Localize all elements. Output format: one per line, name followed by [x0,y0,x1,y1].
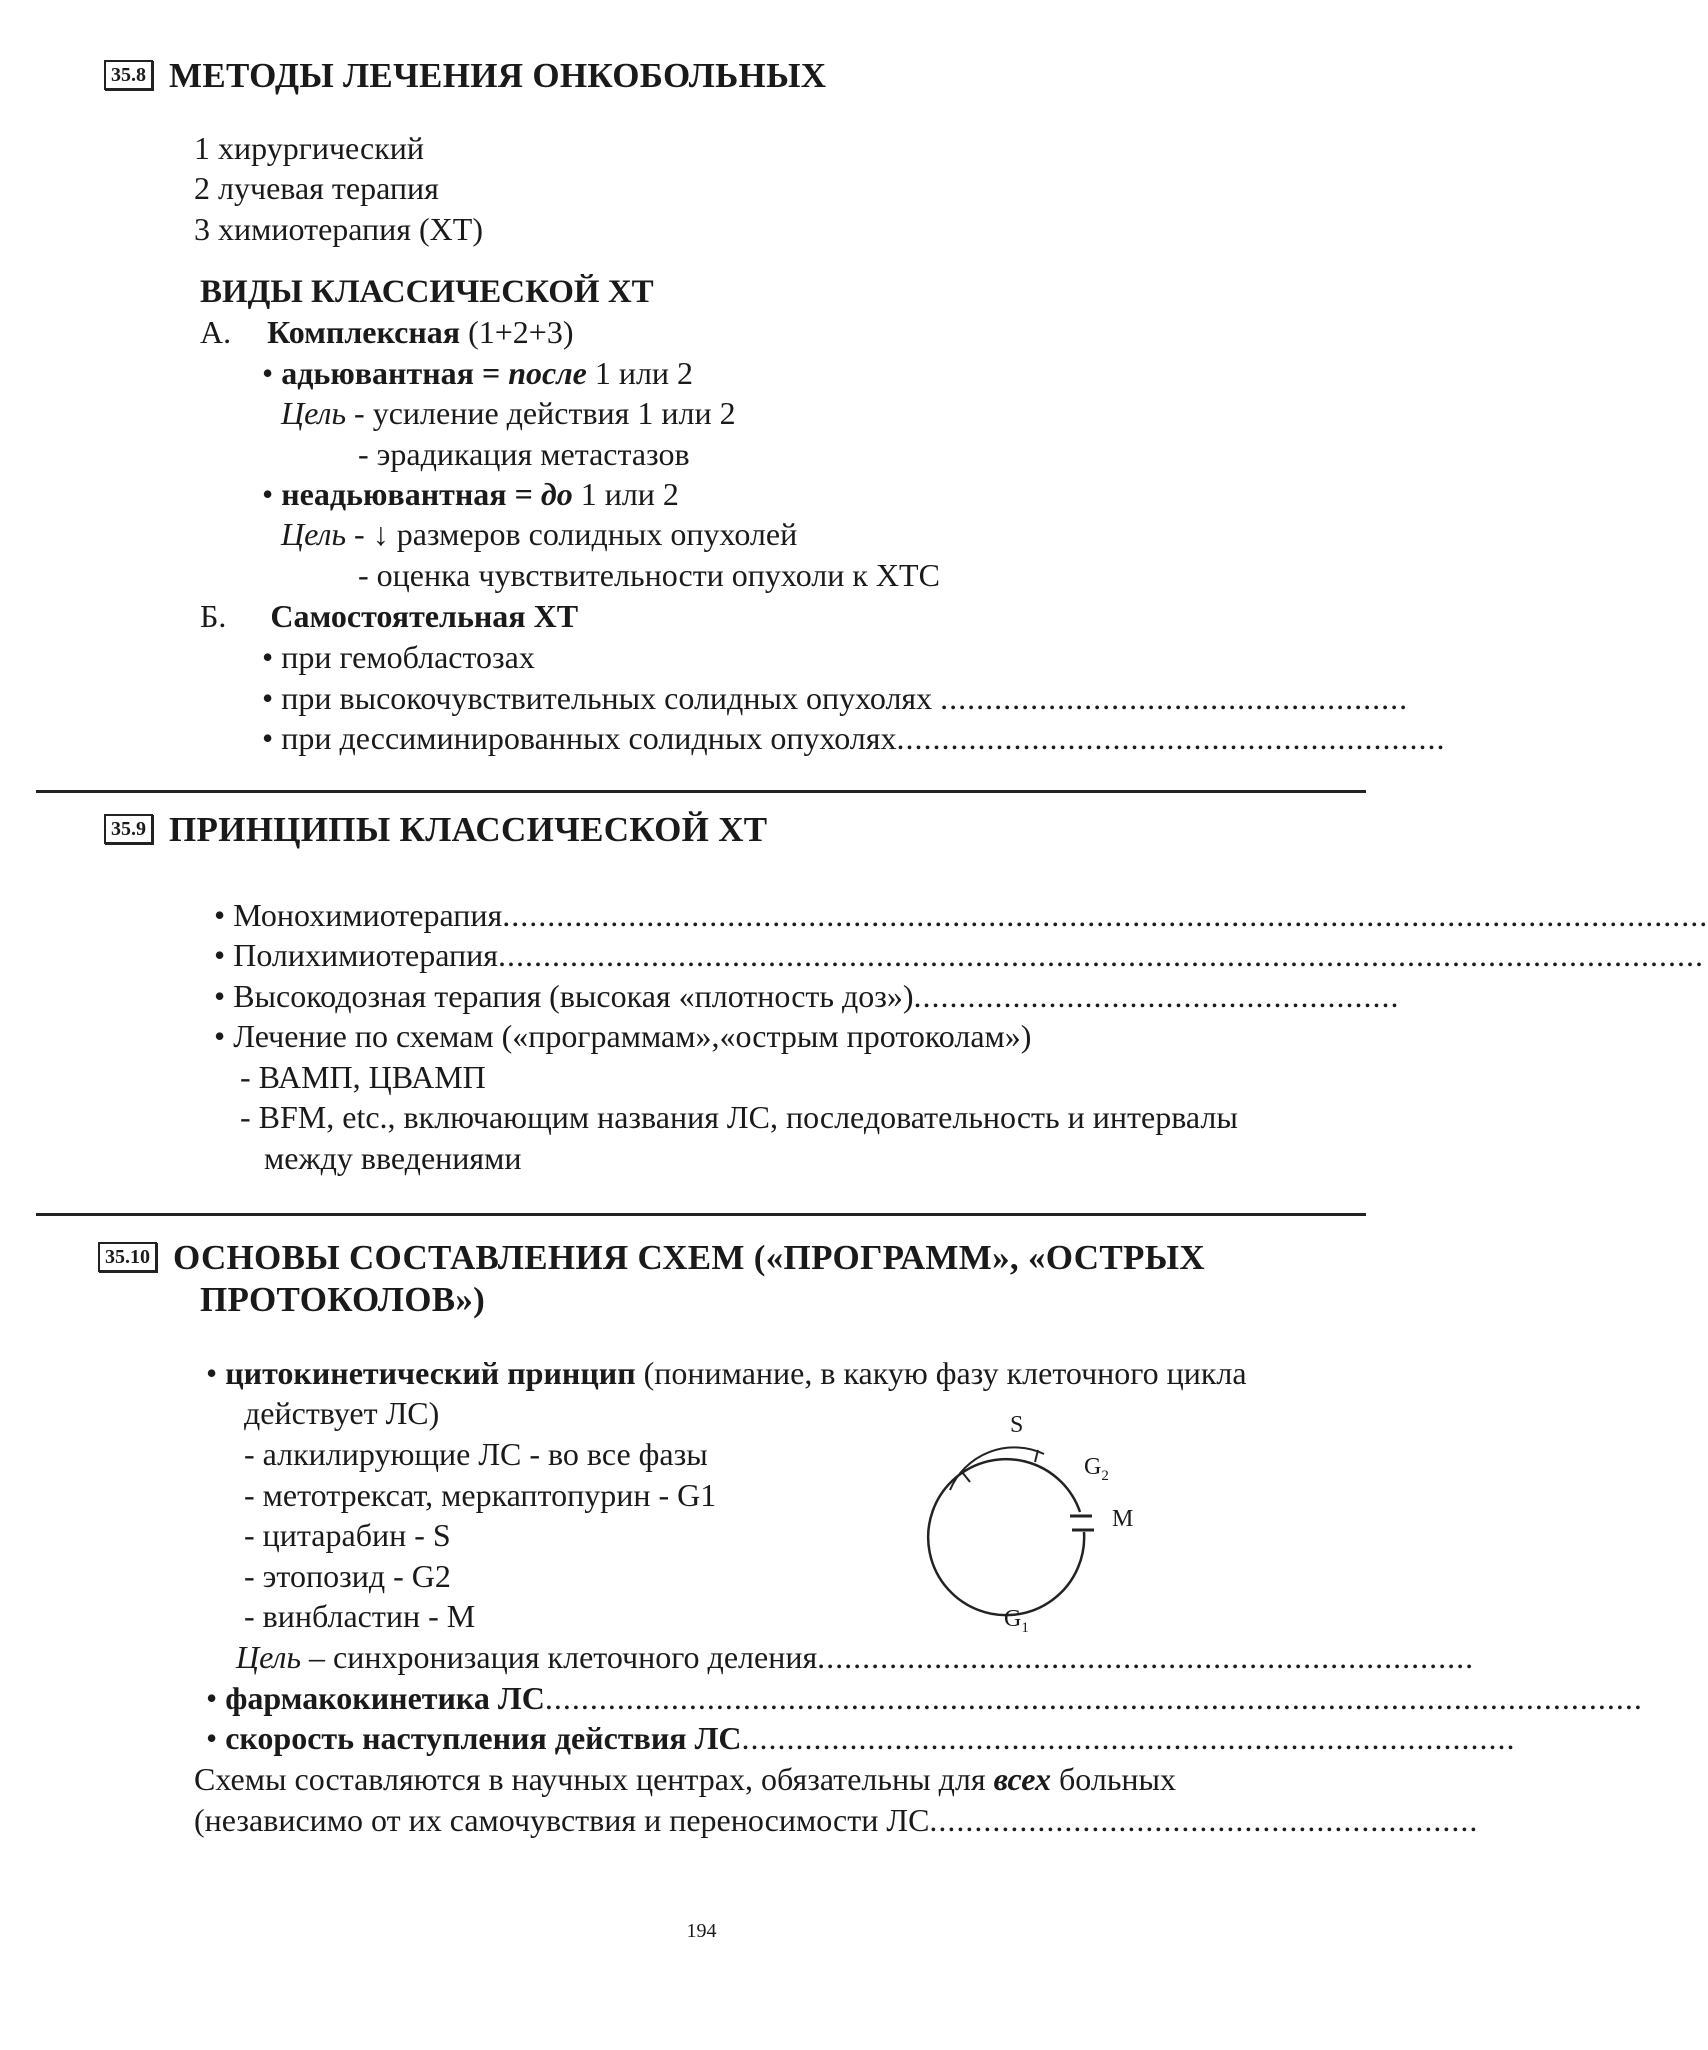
section-title-cont: ПРОТОКОЛОВ») [200,1280,486,1319]
neoadjuvant-goal [281,514,797,554]
section-title: ПРИНЦИПЫ КЛАССИЧЕСКОЙ ХТ [169,810,768,849]
cycle-arc [928,1459,1084,1615]
method-1: 1 хирургический [194,130,425,166]
pharmacokinetics-label: фармакокинетика ЛС [225,1680,545,1716]
marker: А. [200,314,232,350]
subhead-types: ВИДЫ КЛАССИЧЕСКОЙ ХТ [200,274,654,310]
standalone-item-1: • при гемобластозах [262,639,535,675]
section-35-8-header [104,54,826,98]
section-number: 35.9 [104,814,153,844]
principle-onset [206,1718,1516,1758]
adjuvant-goal-2: - эрадикация метастазов [358,436,690,472]
label-complex: Комплексная [267,314,461,350]
section-35-10-header [98,1236,1205,1280]
tick [962,1472,970,1482]
item-text: • при высокочувствительных солидных опухолях [262,680,941,716]
label-standalone: Самостоятельная ХТ [270,598,579,634]
item-text: • при дессиминированных солидных опухолях [262,720,897,756]
principle-4: • Лечение по схемам («программам»,«острым протоколам») [214,1018,1032,1054]
leader-dots: ...................................................................................................................................... [502,897,1708,933]
neoadjuvant-rest: 1 или 2 [572,476,679,512]
leader-dots: .......................................................................................................................... [544,1680,1643,1716]
scheme-sub-2: - BFM, etc., включающим названия ЛС, последовательность и интервалы [240,1099,1238,1135]
label-g: G [1084,1454,1102,1480]
closing-text: (независимо от их самочувствия и переносимости ЛС [194,1802,930,1838]
item-a [200,312,574,352]
method-2: 2 лучевая терапия [194,170,439,206]
closing-text-after: больных [1051,1761,1177,1797]
item-b [200,596,578,636]
standalone-item-2 [262,678,1409,718]
leader-dots: ............................................................. [929,1802,1479,1838]
closing-1 [194,1759,1176,1799]
neoadjuvant-label: неадьювантная = [281,476,541,512]
onset-label: скорость наступления действия ЛС [225,1720,742,1756]
neoadjuvant-goal-2: - оценка чувствительности опухоли к ХТС [358,557,940,593]
bullet: • [206,1355,226,1391]
principle-2 [214,935,1704,975]
neoadjuvant-when: до [540,476,573,512]
principle-cytokinetic [206,1353,1247,1393]
bullet: • [262,476,282,512]
leader-dots: ...................................................................................................................................... [498,937,1704,973]
item-text: • Монохимиотерапия [214,897,503,933]
label-m: M [1112,1506,1134,1532]
cell-cycle-diagram [920,1412,1160,1640]
drug-5: - винбластин - М [244,1598,476,1634]
goal-text: - ↓ размеров солидных опухолей [346,516,798,552]
adjuvant-goal [281,393,736,433]
section-35-9-header [104,808,767,852]
label-s: S [1010,1412,1024,1438]
item-text: • Полихимиотерапия [214,937,498,973]
adjuvant-label: адьювантная = [281,355,509,391]
closing-text: Схемы составляются в научных центрах, обязательны для [194,1761,994,1797]
s-phase-arc [950,1447,1044,1490]
formula: (1+2+3) [460,314,574,350]
leader-dots: ............................................................. [896,720,1446,756]
leader-dots: ...................................................................................... [741,1720,1516,1756]
drug-3: - цитарабин - S [244,1517,451,1553]
item-text: • Высокодозная терапия (высокая «плотность доз») [214,978,914,1014]
leader-dots: .................................................... [940,680,1409,716]
goal-label: Цель [236,1639,302,1675]
goal-text: – синхронизация клеточного деления [301,1639,818,1675]
principle-pharmacokinetics [206,1678,1643,1718]
label-g: G [1004,1606,1022,1632]
label-g2 [1084,1454,1109,1489]
goal-label: Цель [281,395,347,431]
cytokinetic-label: цитокинетический принцип [225,1355,636,1391]
method-3: 3 химиотерапия (ХТ) [194,211,483,247]
adjuvant-rest: 1 или 2 [586,355,694,391]
closing-emph: всех [993,1761,1051,1797]
principle-1 [214,895,1708,935]
bullet: • [206,1680,226,1716]
divider [36,790,1366,793]
adjuvant-when: после [508,355,587,391]
principle-cytokinetic-cont: действует ЛС) [244,1395,440,1431]
label-sub: 2 [1101,1467,1109,1484]
principle-3 [214,976,1400,1016]
section-title: ОСНОВЫ СОСТАВЛЕНИЯ СХЕМ («ПРОГРАММ», «ОСТРЫХ [173,1238,1205,1277]
bullet: • [262,355,282,391]
marker: Б. [200,598,227,634]
cytokinetic-rest: (понимание, в какую фазу клеточного цикла [635,1355,1247,1391]
drug-1: - алкилирующие ЛС - во все фазы [244,1436,708,1472]
section-number: 35.10 [98,1242,157,1272]
leader-dots: ......................................................................... [817,1639,1475,1675]
neoadjuvant-line [262,474,679,514]
adjuvant-line [262,353,693,393]
leader-dots: ...................................................... [913,978,1400,1014]
drug-2: - метотрексат, меркаптопурин - G1 [244,1477,717,1513]
scheme-sub-1: - ВАМП, ЦВАМП [240,1059,486,1095]
section-title: МЕТОДЫ ЛЕЧЕНИЯ ОНКОБОЛЬНЫХ [169,56,827,95]
goal-text: - усиление действия 1 или 2 [346,395,736,431]
label-sub: 1 [1021,1619,1029,1636]
scheme-sub-2b: между введениями [264,1140,522,1176]
closing-2 [194,1800,1479,1840]
divider [36,1213,1366,1216]
goal-sync [236,1637,1475,1677]
page-number: 194 [686,1920,717,1942]
label-g1 [1004,1606,1029,1641]
section-number: 35.8 [104,60,153,90]
drug-4: - этопозид - G2 [244,1558,451,1594]
bullet: • [206,1720,226,1756]
goal-label: Цель [281,516,347,552]
standalone-item-3 [262,718,1446,758]
